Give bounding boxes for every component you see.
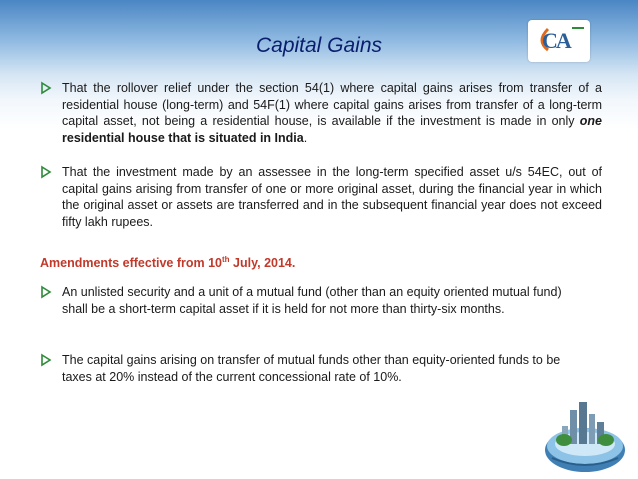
bullet-unlisted-security (40, 284, 575, 317)
arrow-bullet-icon (40, 80, 52, 96)
arrow-bullet-icon (40, 164, 52, 180)
ca-logo-text: CA (542, 28, 570, 53)
bullet-54ec-investment (40, 164, 602, 230)
emphasis-india: residential house that is situated in India (62, 130, 304, 145)
arrow-bullet-icon (40, 284, 52, 300)
city-globe-icon (540, 388, 630, 476)
emphasis-one: one (579, 114, 602, 129)
bullet-mutual-fund-tax (40, 352, 575, 385)
bullet-text: The capital gains arising on transfer of mutual funds other than equity-oriented funds to be taxes at 20% instead of the current concessional rate of 10%. (62, 353, 561, 384)
bullet-text: That the rollover relief under the section 54(1) where capital gains arises from transfer of a residential house (long-term) and 54F(1) where capital gains arises from transfer of a long-term capital asset, not being a residential house, is available if the investment is made in only (62, 81, 602, 129)
amendments-heading: Amendments effective from 10th July, 2014. (40, 254, 296, 270)
bullet-text: An unlisted security and a unit of a mutual fund (other than an equity oriented mutual fund) shall be a short-term capital asset if it is held for not more than thirty-six months. (62, 285, 562, 316)
bullet-text: That the investment made by an assessee in the long-term specified asset u/s 54EC, out of capital gains arising from transfer of one or more original asset, during the financial year in which the original asset or assets are transferred and in the subsequent financial year does not exceed fifty lakh rupees. (62, 165, 602, 229)
slide-title: Capital Gains (255, 34, 383, 57)
arrow-bullet-icon (40, 352, 52, 368)
bullet-rollover-relief (40, 80, 602, 146)
bullet-period: . (303, 130, 308, 145)
